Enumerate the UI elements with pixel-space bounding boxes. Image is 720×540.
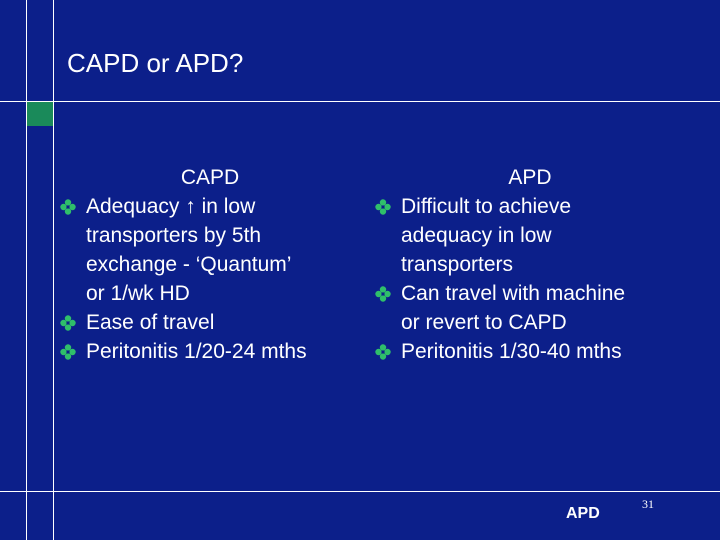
diamond-bullet-icon xyxy=(60,315,76,331)
bullet-line: transporters by 5th xyxy=(86,224,262,247)
diamond-bullet-icon xyxy=(375,199,391,215)
apd-column xyxy=(375,163,715,366)
capd-bullet-travel xyxy=(60,308,360,337)
apd-bullet-travel xyxy=(375,279,715,337)
page-number: 31 xyxy=(642,497,654,511)
bullet-line: exchange - ‘Quantum’ xyxy=(86,253,292,276)
bullet-line: or 1/wk HD xyxy=(86,282,190,305)
slide-title: CAPD or APD? xyxy=(67,48,244,78)
horizontal-rule-top xyxy=(0,101,720,102)
bullet-line: Peritonitis 1/20-24 mths xyxy=(86,340,307,363)
diamond-bullet-icon xyxy=(375,344,391,360)
capd-heading: CAPD xyxy=(180,166,240,189)
diamond-bullet-icon xyxy=(60,199,76,215)
bullet-line: Peritonitis 1/30-40 mths xyxy=(401,340,622,363)
capd-bullet-adequacy xyxy=(60,192,360,308)
apd-heading: APD xyxy=(508,166,552,189)
vertical-rule-left xyxy=(26,0,27,540)
diamond-bullet-icon xyxy=(60,344,76,360)
bullet-line: adequacy in low xyxy=(401,224,552,247)
accent-square xyxy=(27,102,53,126)
horizontal-rule-bottom xyxy=(0,491,720,492)
footer-label: APD xyxy=(566,505,600,522)
capd-column xyxy=(60,163,360,366)
apd-bullet-adequacy xyxy=(375,192,715,279)
bullet-line: Can travel with machine xyxy=(401,282,626,305)
capd-bullet-peritonitis xyxy=(60,337,360,366)
diamond-bullet-icon xyxy=(375,286,391,302)
bullet-line: Adequacy ↑ in low xyxy=(86,195,256,218)
bullet-line: Difficult to achieve xyxy=(401,195,572,218)
bullet-line: Ease of travel xyxy=(86,311,215,334)
bullet-line: or revert to CAPD xyxy=(401,311,567,334)
apd-bullet-peritonitis xyxy=(375,337,715,366)
bullet-line: transporters xyxy=(401,253,514,276)
vertical-rule-right xyxy=(53,0,54,540)
